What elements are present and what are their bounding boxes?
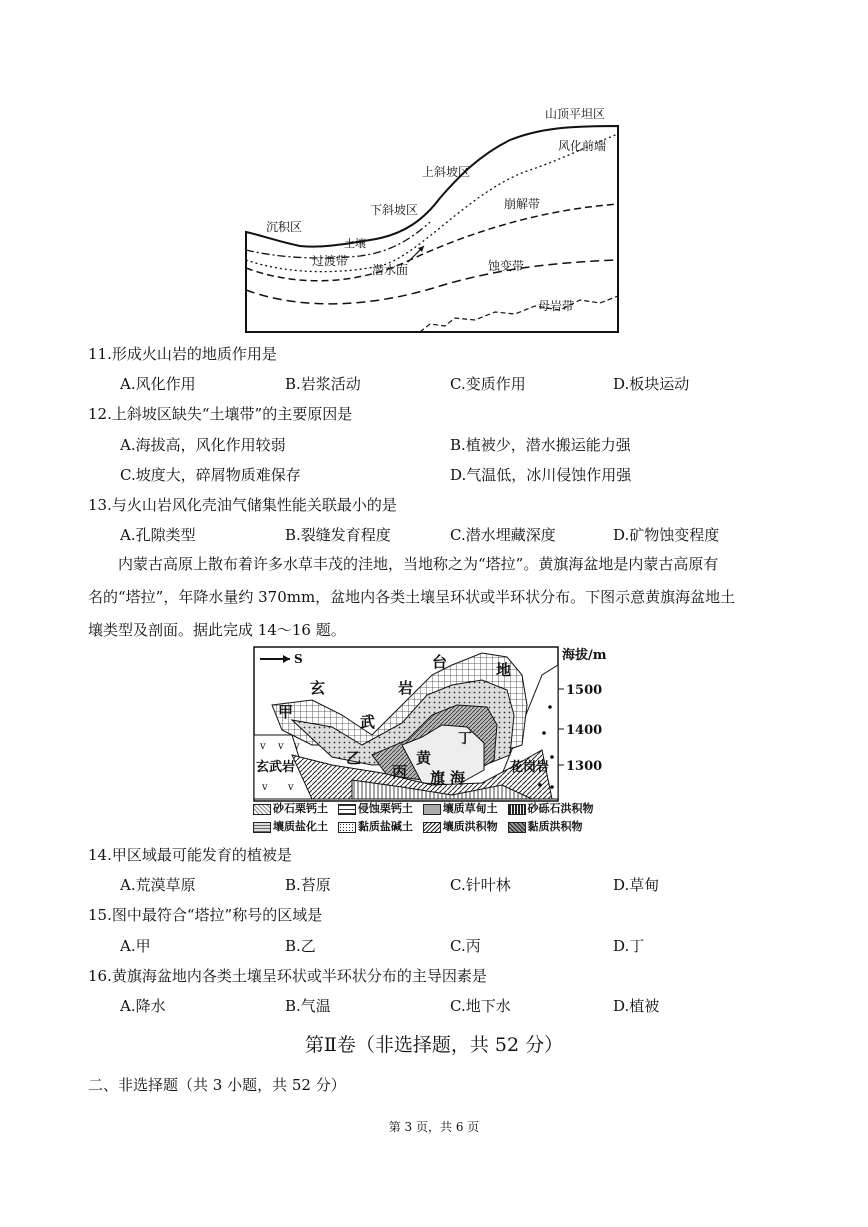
question-12-stem: 12.上斜坡区缺失“土壤带”的主要原因是 (88, 405, 353, 423)
q14-option-a[interactable]: A.荒漠草原 (120, 876, 196, 894)
legend-item: 砂石栗钙土 (253, 800, 328, 816)
svg-text:v: v (278, 741, 284, 752)
svg-text:v: v (260, 741, 266, 752)
question-11-stem: 11.形成火山岩的地质作用是 (88, 345, 277, 363)
label-yi: 乙 (346, 749, 362, 767)
tick-1500: 1500 (566, 683, 603, 698)
passage (88, 548, 788, 647)
q15-option-b[interactable]: B.乙 (285, 937, 316, 955)
q13-option-d[interactable]: D.矿物蚀变程度 (613, 526, 720, 544)
question-13-stem: 13.与火山岩风化壳油气储集性能关联最小的是 (88, 496, 397, 514)
label-bedrock: 母岩带 (538, 299, 575, 313)
label-transition: 过渡带 (312, 254, 349, 268)
direction-label: S (294, 652, 303, 666)
label-bing: 丙 (392, 763, 408, 781)
section-heading: 二、非选择题（共 3 小题，共 52 分） (88, 1076, 346, 1094)
legend-item: 壤质草甸土 (423, 800, 498, 816)
svg-text:v: v (262, 782, 268, 793)
q11-option-d[interactable]: D.板块运动 (613, 375, 690, 393)
legend-item: 砂砾石洪积物 (508, 800, 594, 816)
label-granite: 花岗岩 (510, 760, 550, 775)
svg-text:v: v (288, 782, 294, 793)
label-jia: 甲 (278, 703, 294, 721)
q12-option-a[interactable]: A.海拔高，风化作用较弱 (120, 436, 286, 454)
q11-option-a[interactable]: A.风化作用 (120, 375, 196, 393)
q14-option-d[interactable]: D.草甸 (613, 876, 660, 894)
label-ding: 丁 (458, 731, 472, 747)
q15-option-c[interactable]: C.丙 (450, 937, 481, 955)
q12-option-d[interactable]: D.气温低，冰川侵蚀作用强 (450, 466, 632, 484)
legend-item: 壤质洪积物 (423, 818, 498, 834)
label-wu: 武 (360, 713, 376, 731)
question-15-stem: 15.图中最符合“塔拉”称号的区域是 (88, 906, 323, 924)
weathering-profile-figure (240, 100, 630, 340)
legend-row-1 (253, 800, 600, 816)
label-weathering-front: 风化前端 (558, 139, 607, 153)
page-footer: 第 3 页，共 6 页 (388, 1120, 480, 1134)
question-16-stem: 16.黄旗海盆地内各类土壤呈环状或半环状分布的主导因素是 (88, 967, 487, 985)
q11-option-c[interactable]: C.变质作用 (450, 375, 526, 393)
label-tai: 台 (432, 653, 448, 671)
q12-option-b[interactable]: B.植被少，潜水搬运能力强 (450, 436, 631, 454)
q15-option-d[interactable]: D.丁 (613, 937, 645, 955)
q13-option-c[interactable]: C.潜水埋藏深度 (450, 526, 556, 544)
q13-option-a[interactable]: A.孔隙类型 (120, 526, 196, 544)
q15-option-a[interactable]: A.甲 (120, 937, 151, 955)
q16-option-c[interactable]: C.地下水 (450, 997, 511, 1015)
passage-line-3: 壤类型及剖面。据此完成 14～16 题。 (88, 621, 346, 639)
label-qi: 旗 (430, 769, 446, 787)
label-mountain-top: 山顶平坦区 (545, 107, 606, 121)
label-yan: 岩 (398, 679, 414, 697)
label-soil: 土壤 (344, 237, 366, 250)
q16-option-b[interactable]: B.气温 (285, 997, 331, 1015)
passage-line-1: 内蒙古高原上散布着许多水草丰茂的洼地，当地称之为“塔拉”。黄旗海盆地是内蒙古高原有 (118, 555, 719, 573)
label-upper-slope: 上斜坡区 (422, 165, 471, 179)
label-xuan: 玄 (310, 679, 326, 697)
label-huang: 黄 (416, 749, 432, 767)
q12-option-c[interactable]: C.坡度大，碎屑物质难保存 (120, 466, 301, 484)
q13-option-b[interactable]: B.裂缝发育程度 (285, 526, 391, 544)
label-lower-slope: 下斜坡区 (370, 203, 419, 217)
q14-option-c[interactable]: C.针叶林 (450, 876, 511, 894)
question-14-stem: 14.甲区域最可能发育的植被是 (88, 846, 292, 864)
label-di: 地 (496, 661, 512, 679)
q11-option-b[interactable]: B.岩浆活动 (285, 375, 361, 393)
svg-text:v: v (294, 741, 300, 752)
altitude-unit: 海拔/m (562, 648, 607, 663)
basin-profile-figure (252, 645, 614, 803)
label-disintegration: 崩解带 (504, 197, 541, 211)
q16-option-d[interactable]: D.植被 (613, 997, 660, 1015)
section-title: 第Ⅱ卷（非选择题，共 52 分） (304, 1034, 564, 1056)
legend-item: 黏质洪积物 (508, 818, 583, 834)
tick-1300: 1300 (566, 759, 603, 774)
label-water-table: 潜水面 (372, 263, 409, 277)
label-hai: 海 (450, 769, 466, 787)
label-basalt: 玄武岩 (256, 760, 296, 775)
legend-row-2 (253, 818, 589, 834)
q14-option-b[interactable]: B.苔原 (285, 876, 331, 894)
label-alteration: 蚀变带 (488, 259, 525, 273)
passage-line-2: 名的“塔拉”，年降水量约 370mm，盆地内各类土壤呈环状或半环状分布。下图示意黄旗海盆地土 (88, 588, 736, 606)
legend-item: 侵蚀栗钙土 (338, 800, 413, 816)
tick-1400: 1400 (566, 723, 603, 738)
label-deposition: 沉积区 (266, 220, 303, 234)
q16-option-a[interactable]: A.降水 (120, 997, 166, 1015)
legend-item: 黏质盐碱土 (338, 818, 413, 834)
legend-item: 壤质盐化土 (253, 818, 328, 834)
